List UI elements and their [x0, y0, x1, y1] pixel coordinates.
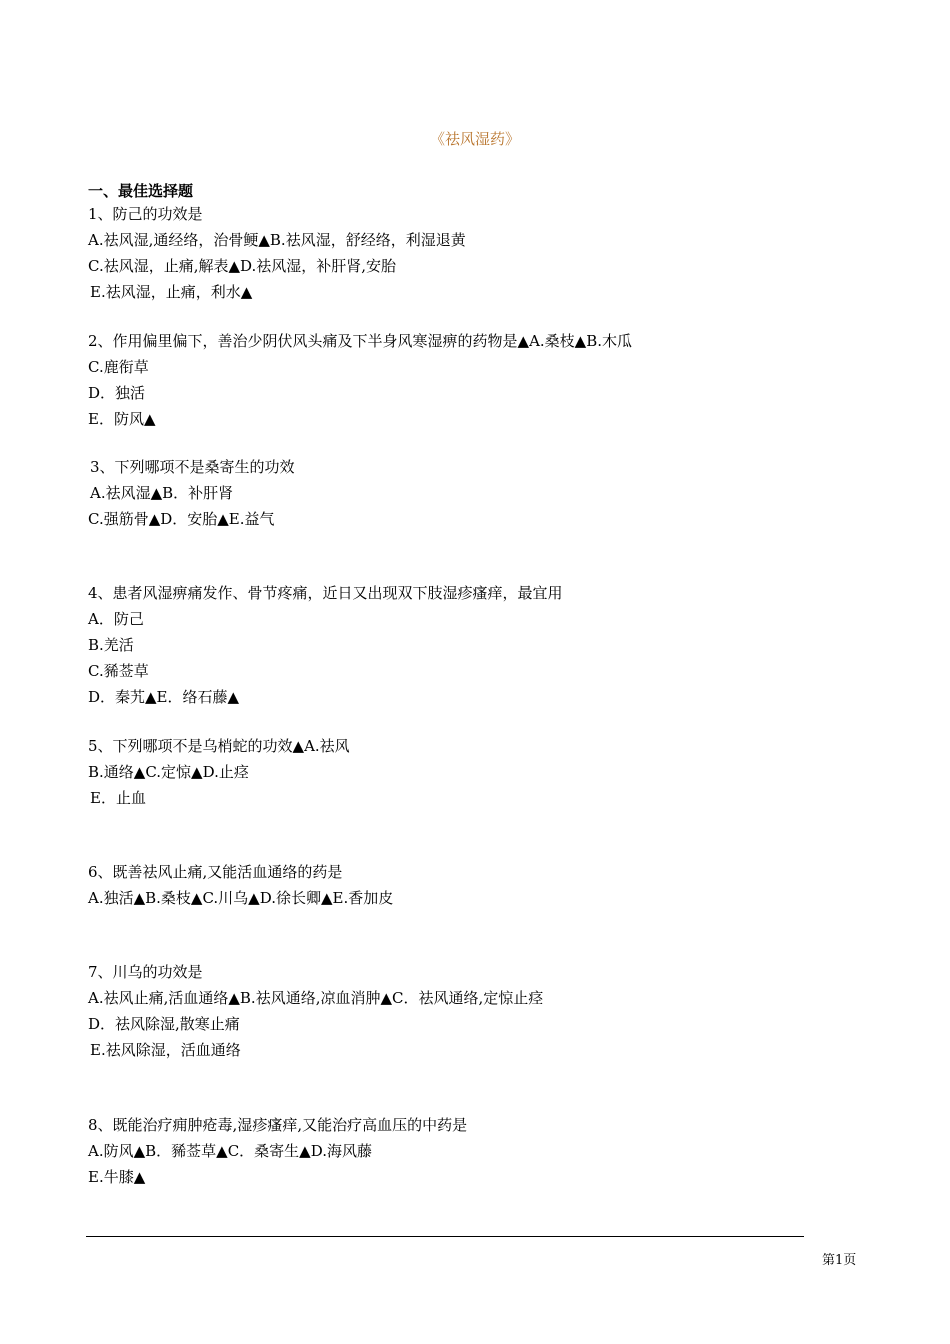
footer-divider — [86, 1236, 804, 1237]
question-7-option-e: E.祛风除湿，活血通络 — [90, 1041, 241, 1059]
section-heading: 一、最佳选择题 — [88, 182, 194, 200]
question-5-options-bcd: B.通络▲C.定惊▲D.止痉 — [88, 763, 249, 781]
question-2: 2、作用偏里偏下，善治少阴伏风头痛及下半身风寒湿痹的药物是▲A.桑枝▲B.木瓜 — [88, 332, 633, 350]
document-title: 《祛风湿药》 — [429, 130, 520, 148]
question-1-options-cd: C.祛风湿，止痛,解表▲D.祛风湿，补肝肾,安胎 — [88, 257, 397, 275]
question-7-options-abc: A.祛风止痛,活血通络▲B.祛风通络,凉血消肿▲C．祛风通络,定惊止痉 — [88, 989, 544, 1007]
question-4: 4、患者风湿痹痛发作、骨节疼痛，近日又出现双下肢湿疹瘙痒，最宜用 — [88, 584, 563, 602]
question-4-options-de: D．秦艽▲E．络石藤▲ — [88, 688, 240, 706]
question-5: 5、下列哪项不是乌梢蛇的功效▲A.祛风 — [88, 737, 350, 755]
question-7: 7、川乌的功效是 — [88, 963, 203, 981]
question-2-option-e: E．防风▲ — [88, 410, 156, 428]
question-5-option-e: E．止血 — [90, 789, 146, 807]
question-4-option-c: C.豨莶草 — [88, 662, 149, 680]
question-2-option-c: C.鹿衔草 — [88, 358, 149, 376]
question-2-option-d: D．独活 — [88, 384, 146, 402]
question-7-option-d: D．祛风除湿,散寒止痛 — [88, 1015, 240, 1033]
question-1: 1、防己的功效是 — [88, 205, 203, 223]
question-3: 3、下列哪项不是桑寄生的功效 — [90, 458, 295, 476]
question-1-options-ab: A.祛风湿,通经络，治骨鲠▲B.祛风湿，舒经络，利湿退黄 — [88, 231, 466, 249]
question-8-option-e: E.牛膝▲ — [88, 1168, 146, 1186]
question-3-options-ab: A.祛风湿▲B．补肝肾 — [90, 484, 234, 502]
question-4-option-b: B.羌活 — [88, 636, 134, 654]
question-6-options: A.独活▲B.桑枝▲C.川乌▲D.徐长卿▲E.香加皮 — [88, 889, 394, 907]
question-6: 6、既善祛风止痛,又能活血通络的药是 — [88, 863, 343, 881]
question-1-option-e: E.祛风湿，止痛，利水▲ — [90, 283, 253, 301]
question-4-option-a: A．防己 — [88, 610, 144, 628]
question-8-options-abcd: A.防风▲B．豨莶草▲C．桑寄生▲D.海风藤 — [88, 1142, 372, 1160]
page-number: 第1页 — [822, 1253, 857, 1268]
question-8: 8、既能治疗痈肿疮毒,湿疹瘙痒,又能治疗高血压的中药是 — [88, 1116, 468, 1134]
question-3-options-cde: C.强筋骨▲D．安胎▲E.益气 — [88, 510, 275, 528]
